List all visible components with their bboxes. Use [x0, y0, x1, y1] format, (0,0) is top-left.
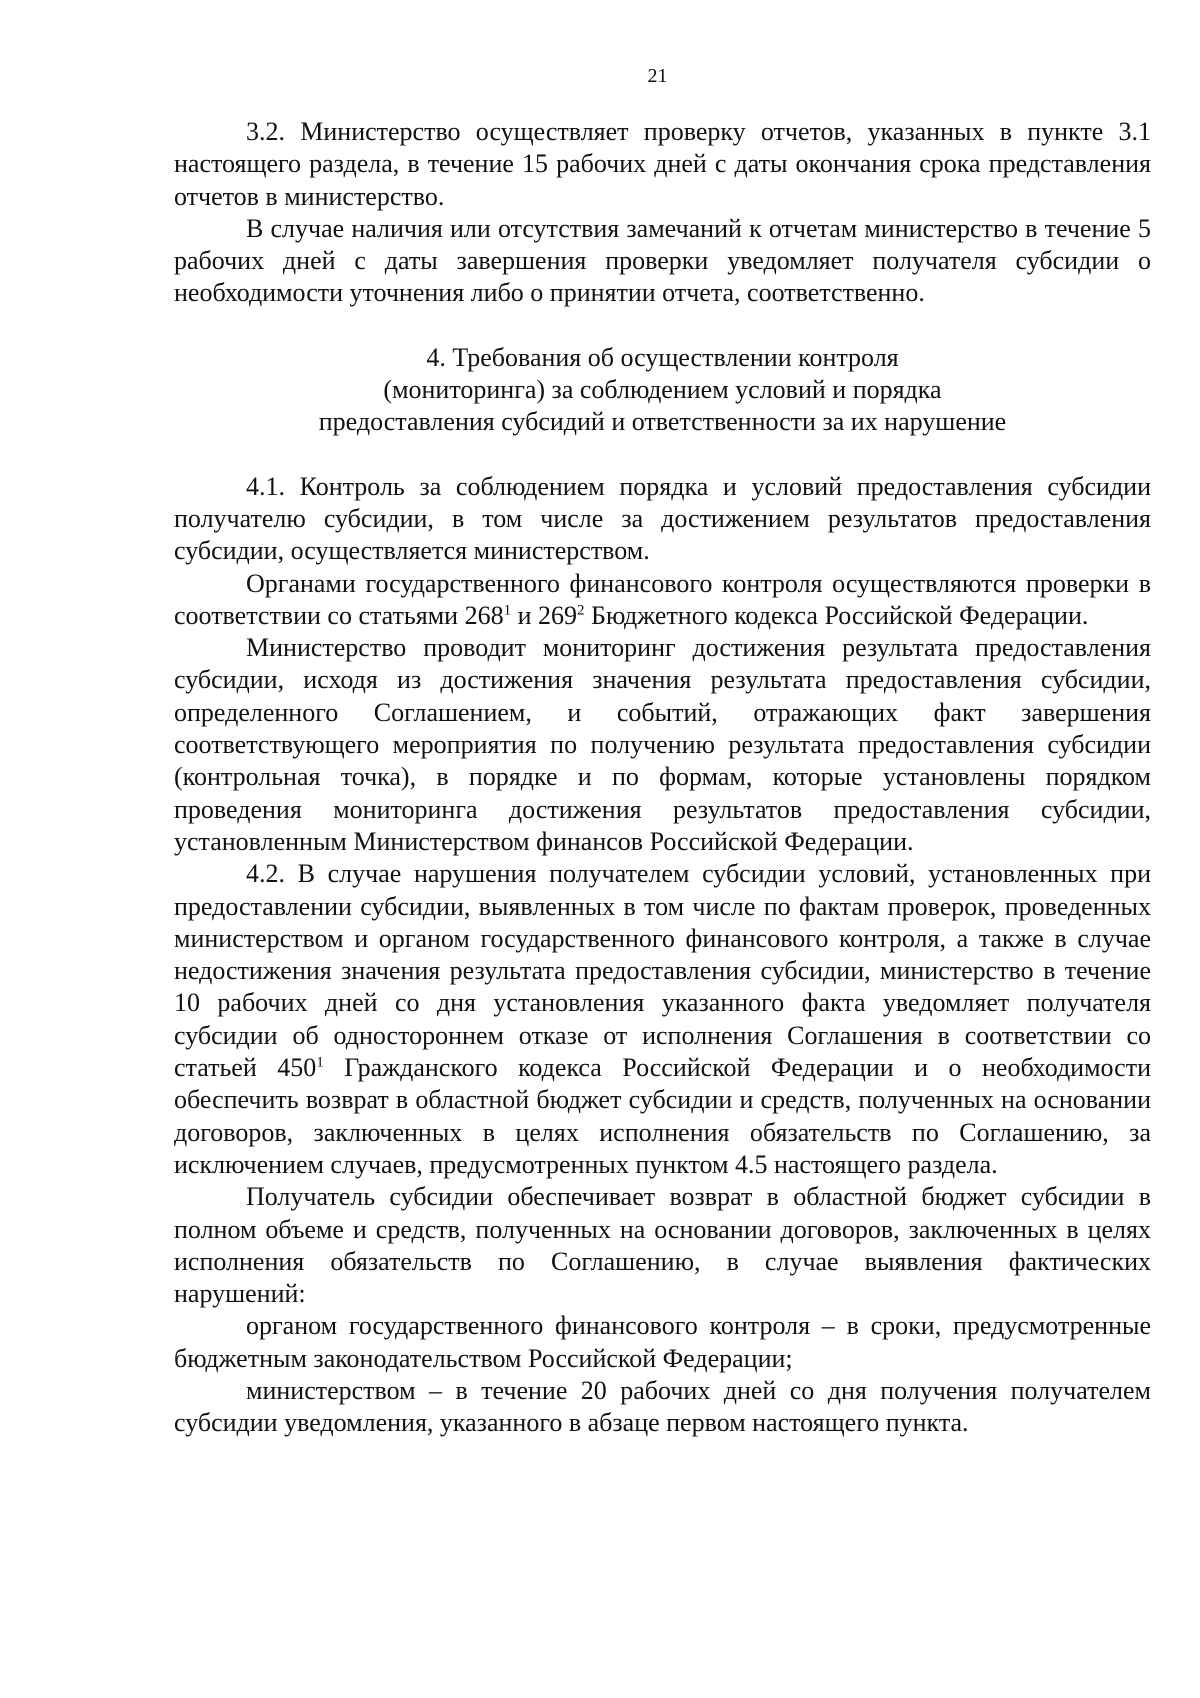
paragraph-3-2: 3.2. Министерство осуществляет проверку отчетов, указанных в пункте 3.1 настоящего раздела, в течение 15 рабочих дней с даты окончания срока представления отчетов в министерство.: [174, 117, 1151, 211]
paragraph-4-2-text-1: 4.2. В случае нарушения получателем субсидии условий, установленных при предоставлении субсидии, выявленных в том числе по фактам проверок, проведенных министерством и органом государственного финансового контроля, а также в случае недостижения значения результата предоставления субсидии, министерство в течение 10 рабочих дней со дня установления указанного факта уведомляет получателя субсидии об одностороннем отказе от исполнения Соглашения в соответствии со статьей 450: [174, 859, 1151, 1083]
paragraph-4-1-monitoring: Министерство проводит мониторинг достижения результата предоставления субсидии, исходя из достижения значения результата предоставления субсидии, определенного Соглашением, и событий, отражающих факт завершения соответствующего мероприятия по получению результата предоставления субсидии (контрольная точка), в порядке и по формам, которые установлены порядком проведения мониторинга достижения результатов предоставления субсидии, установленным Министерством финансов Российской Федерации.: [174, 633, 1151, 856]
paragraph-4-2: [174, 858, 1151, 1181]
section-4-heading-line-2: (мониторинга) за соблюдением условий и порядка: [383, 375, 942, 405]
paragraph-3-2-remarks: В случае наличия или отсутствия замечаний к отчетам министерство в течение 5 рабочих дней с даты завершения проверки уведомляет получателя субсидии о необходимости уточнения либо о принятии отчета, соответственно.: [174, 213, 1151, 308]
paragraph-4-1-control-bodies: [174, 568, 1151, 633]
paragraph-4-2-control-body-term: органом государственного финансового контроля – в сроки, предусмотренные бюджетным законодательством Российской Федерации;: [174, 1311, 1151, 1373]
paragraph-4-1-control-bodies-text-2: и 269: [511, 600, 578, 630]
section-4-heading-line-1: 4. Требования об осуществлении контроля: [426, 342, 899, 372]
paragraph-4-1: 4.1. Контроль за соблюдением порядка и условий предоставления субсидии получателю субсидии, в том числе за достижением результатов предоставления субсидии, осуществляется министерством.: [174, 471, 1151, 566]
paragraph-4-1-control-bodies-text-1: Органами государственного финансового контроля осуществляются проверки в соответствии со статьями 268: [174, 568, 1151, 630]
section-4-heading: [174, 342, 1151, 439]
paragraph-4-1-control-bodies-text-3: Бюджетного кодекса Российской Федерации.: [584, 600, 1089, 630]
superscript-268: 1: [503, 602, 512, 619]
page-number: 21: [647, 65, 668, 87]
paragraph-4-2-ministry-term: министерством – в течение 20 рабочих дней со дня получения получателем субсидии уведомления, указанного в абзаце первом настоящего пункта.: [174, 1375, 1151, 1438]
superscript-269: 2: [577, 602, 585, 619]
paragraph-4-2-text-2: Гражданского кодекса Российской Федерации и о необходимости обеспечить возврат в областной бюджет субсидии и средств, полученных на основании договоров, заключенных в целях исполнения обязательств по Соглашению, за исключением случаев, предусмотренных пунктом 4.5 настоящего раздела.: [174, 1053, 1151, 1179]
section-4-heading-line-3: предоставления субсидий и ответственности за их нарушение: [318, 407, 1007, 437]
superscript-450: 1: [316, 1054, 324, 1071]
paragraph-4-2-return: Получатель субсидии обеспечивает возврат в областной бюджет субсидии в полном объеме и средств, полученных на основании договоров, заключенных в целях исполнения обязательств по Соглашению, в случае выявления фактических нарушений:: [174, 1182, 1151, 1309]
